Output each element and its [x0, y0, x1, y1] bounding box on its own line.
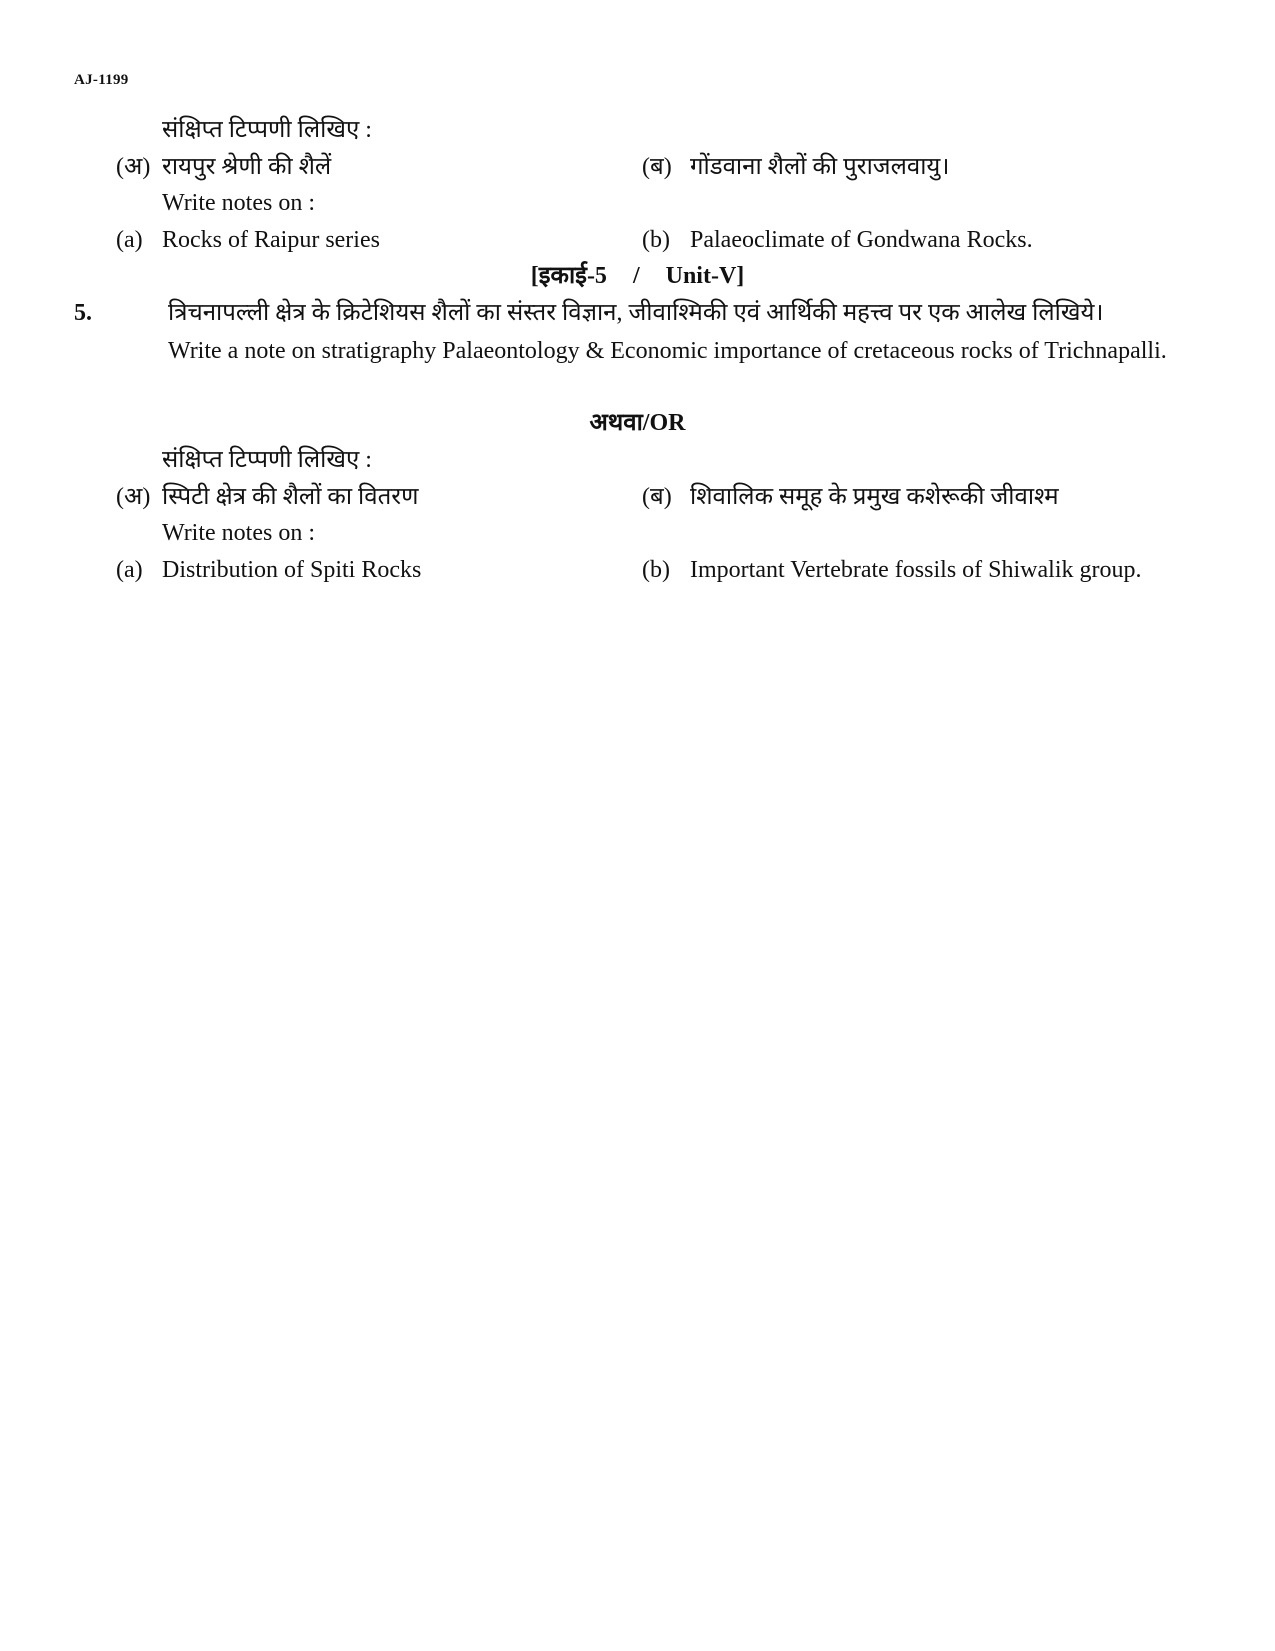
unit-heading-separator: / — [632, 263, 640, 289]
hindi-item-marker-a-2: (अ) — [116, 484, 151, 510]
unit-heading-english: Unit-V] — [665, 263, 745, 289]
hindi-item-text-b-2: शिवालिक समूह के प्रमुख कशेरूकी जीवाश्म — [690, 484, 1059, 510]
english-item-text-a: Rocks of Raipur series — [162, 227, 380, 253]
paper-code: AJ-1199 — [74, 72, 129, 88]
english-item-text-b: Palaeoclimate of Gondwana Rocks. — [690, 227, 1033, 253]
or-heading: अथवा/OR — [589, 410, 686, 436]
hindi-item-text-a-2: स्पिटी क्षेत्र की शैलों का वितरण — [162, 484, 419, 510]
question-5-hindi: त्रिचनापल्ली क्षेत्र के क्रिटेशियस शैलों का संस्तर विज्ञान, जीवाश्मिकी एवं आर्थिकी महत्त्व पर एक आलेख लिखिये। — [168, 300, 1104, 326]
english-instruction: Write notes on : — [162, 190, 315, 216]
unit-heading-hindi: [इकाई-5 — [530, 263, 607, 289]
hindi-item-text-b: गोंडवाना शैलों की पुराजलवायु। — [690, 154, 950, 180]
english-item-text-a-2: Distribution of Spiti Rocks — [162, 557, 422, 583]
english-item-marker-a: (a) — [116, 227, 143, 253]
question-number: 5. — [74, 300, 92, 326]
hindi-item-marker-a: (अ) — [116, 154, 151, 180]
question-5-english: Write a note on stratigraphy Palaeontology & Economic importance of cretaceous rocks of Trichnapalli. — [168, 338, 1167, 364]
english-item-text-b-2: Important Vertebrate fossils of Shiwalik group. — [690, 557, 1142, 583]
question-5-body — [168, 294, 1194, 370]
hindi-item-text-a: रायपुर श्रेणी की शैलें — [162, 154, 332, 180]
english-instruction-2: Write notes on : — [162, 520, 315, 546]
english-item-marker-b: (b) — [642, 227, 670, 253]
hindi-item-marker-b-2: (ब) — [642, 484, 672, 510]
hindi-instruction: संक्षिप्त टिप्पणी लिखिए : — [162, 117, 372, 143]
hindi-item-marker-b: (ब) — [642, 154, 672, 180]
hindi-instruction-2: संक्षिप्त टिप्पणी लिखिए : — [162, 447, 372, 473]
unit-heading — [0, 261, 1275, 291]
english-item-marker-a-2: (a) — [116, 557, 143, 583]
english-item-marker-b-2: (b) — [642, 557, 670, 583]
